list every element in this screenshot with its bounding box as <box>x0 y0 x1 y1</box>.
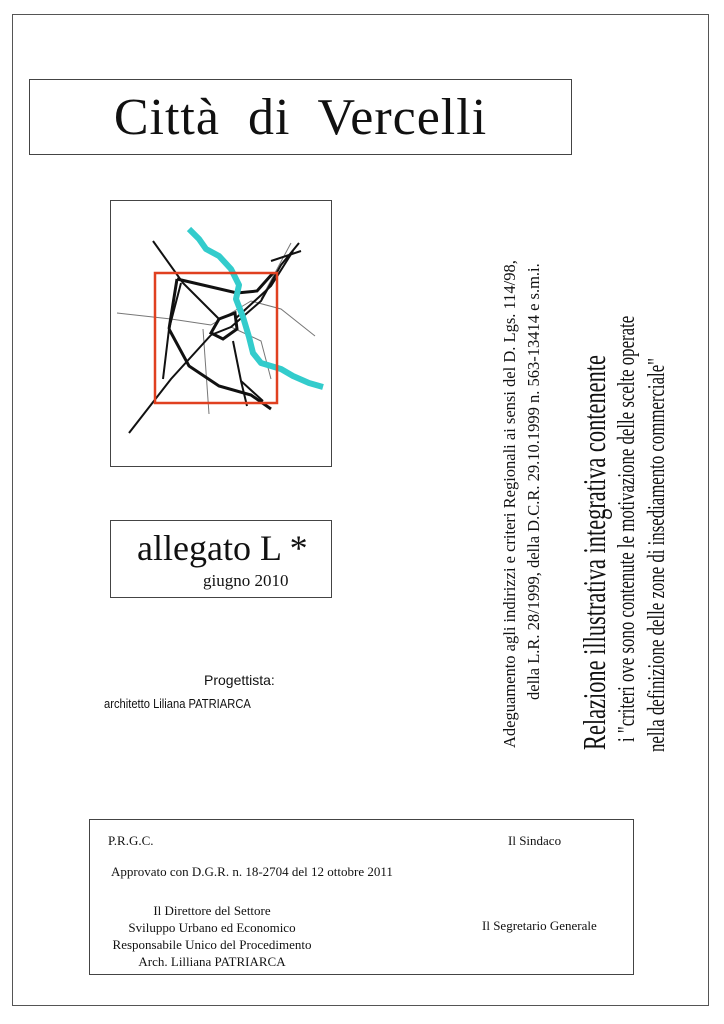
direttore-line: Il Direttore del Settore <box>153 903 271 918</box>
vertical-heading: Relazione illustrativa integrativa contenente <box>576 355 612 750</box>
approvato-text: Approvato con D.G.R. n. 18-2704 del 12 ottobre 2011 <box>111 864 393 879</box>
vertical-line-1: Adeguamento agli indirizzi e criteri Regionali ai sensi del D. Lgs. 114/98, <box>500 260 519 748</box>
direttore-block <box>90 902 334 970</box>
progettista-label: Progettista: <box>204 672 275 688</box>
secondary-roads <box>117 243 315 414</box>
city-map-drawing <box>111 201 333 468</box>
vertical-line-2: della L.R. 28/1999, della D.C.R. 29.10.1999 n. 563-13414 e s.m.i. <box>524 263 543 700</box>
progettista-name: architetto Liliana PATRIARCA <box>104 696 251 711</box>
allegato-label: allegato L * <box>137 528 308 568</box>
sindaco-label: Il Sindaco <box>508 833 562 848</box>
prgc-label: P.R.G.C. <box>108 833 154 848</box>
page-title: Città di Vercelli <box>113 88 488 146</box>
approval-box <box>89 819 634 975</box>
segretario-label: Il Segretario Generale <box>482 918 597 933</box>
allegato-date: giugno 2010 <box>203 571 289 590</box>
allegato-box <box>110 520 332 598</box>
vertical-line-4: nella definizione delle zone di insediamento commerciale" <box>644 357 670 752</box>
title-box <box>29 79 572 155</box>
city-map <box>110 200 332 467</box>
direttore-line: Responsabile Unico del Procedimento <box>112 937 312 952</box>
direttore-line: Sviluppo Urbano ed Economico <box>128 920 296 935</box>
direttore-line: Arch. Lilliana PATRIARCA <box>138 954 286 969</box>
vertical-line-3: i "criteri ove sono contenute le motivazione delle scelte operate <box>614 315 640 742</box>
ring-roads <box>169 273 273 409</box>
